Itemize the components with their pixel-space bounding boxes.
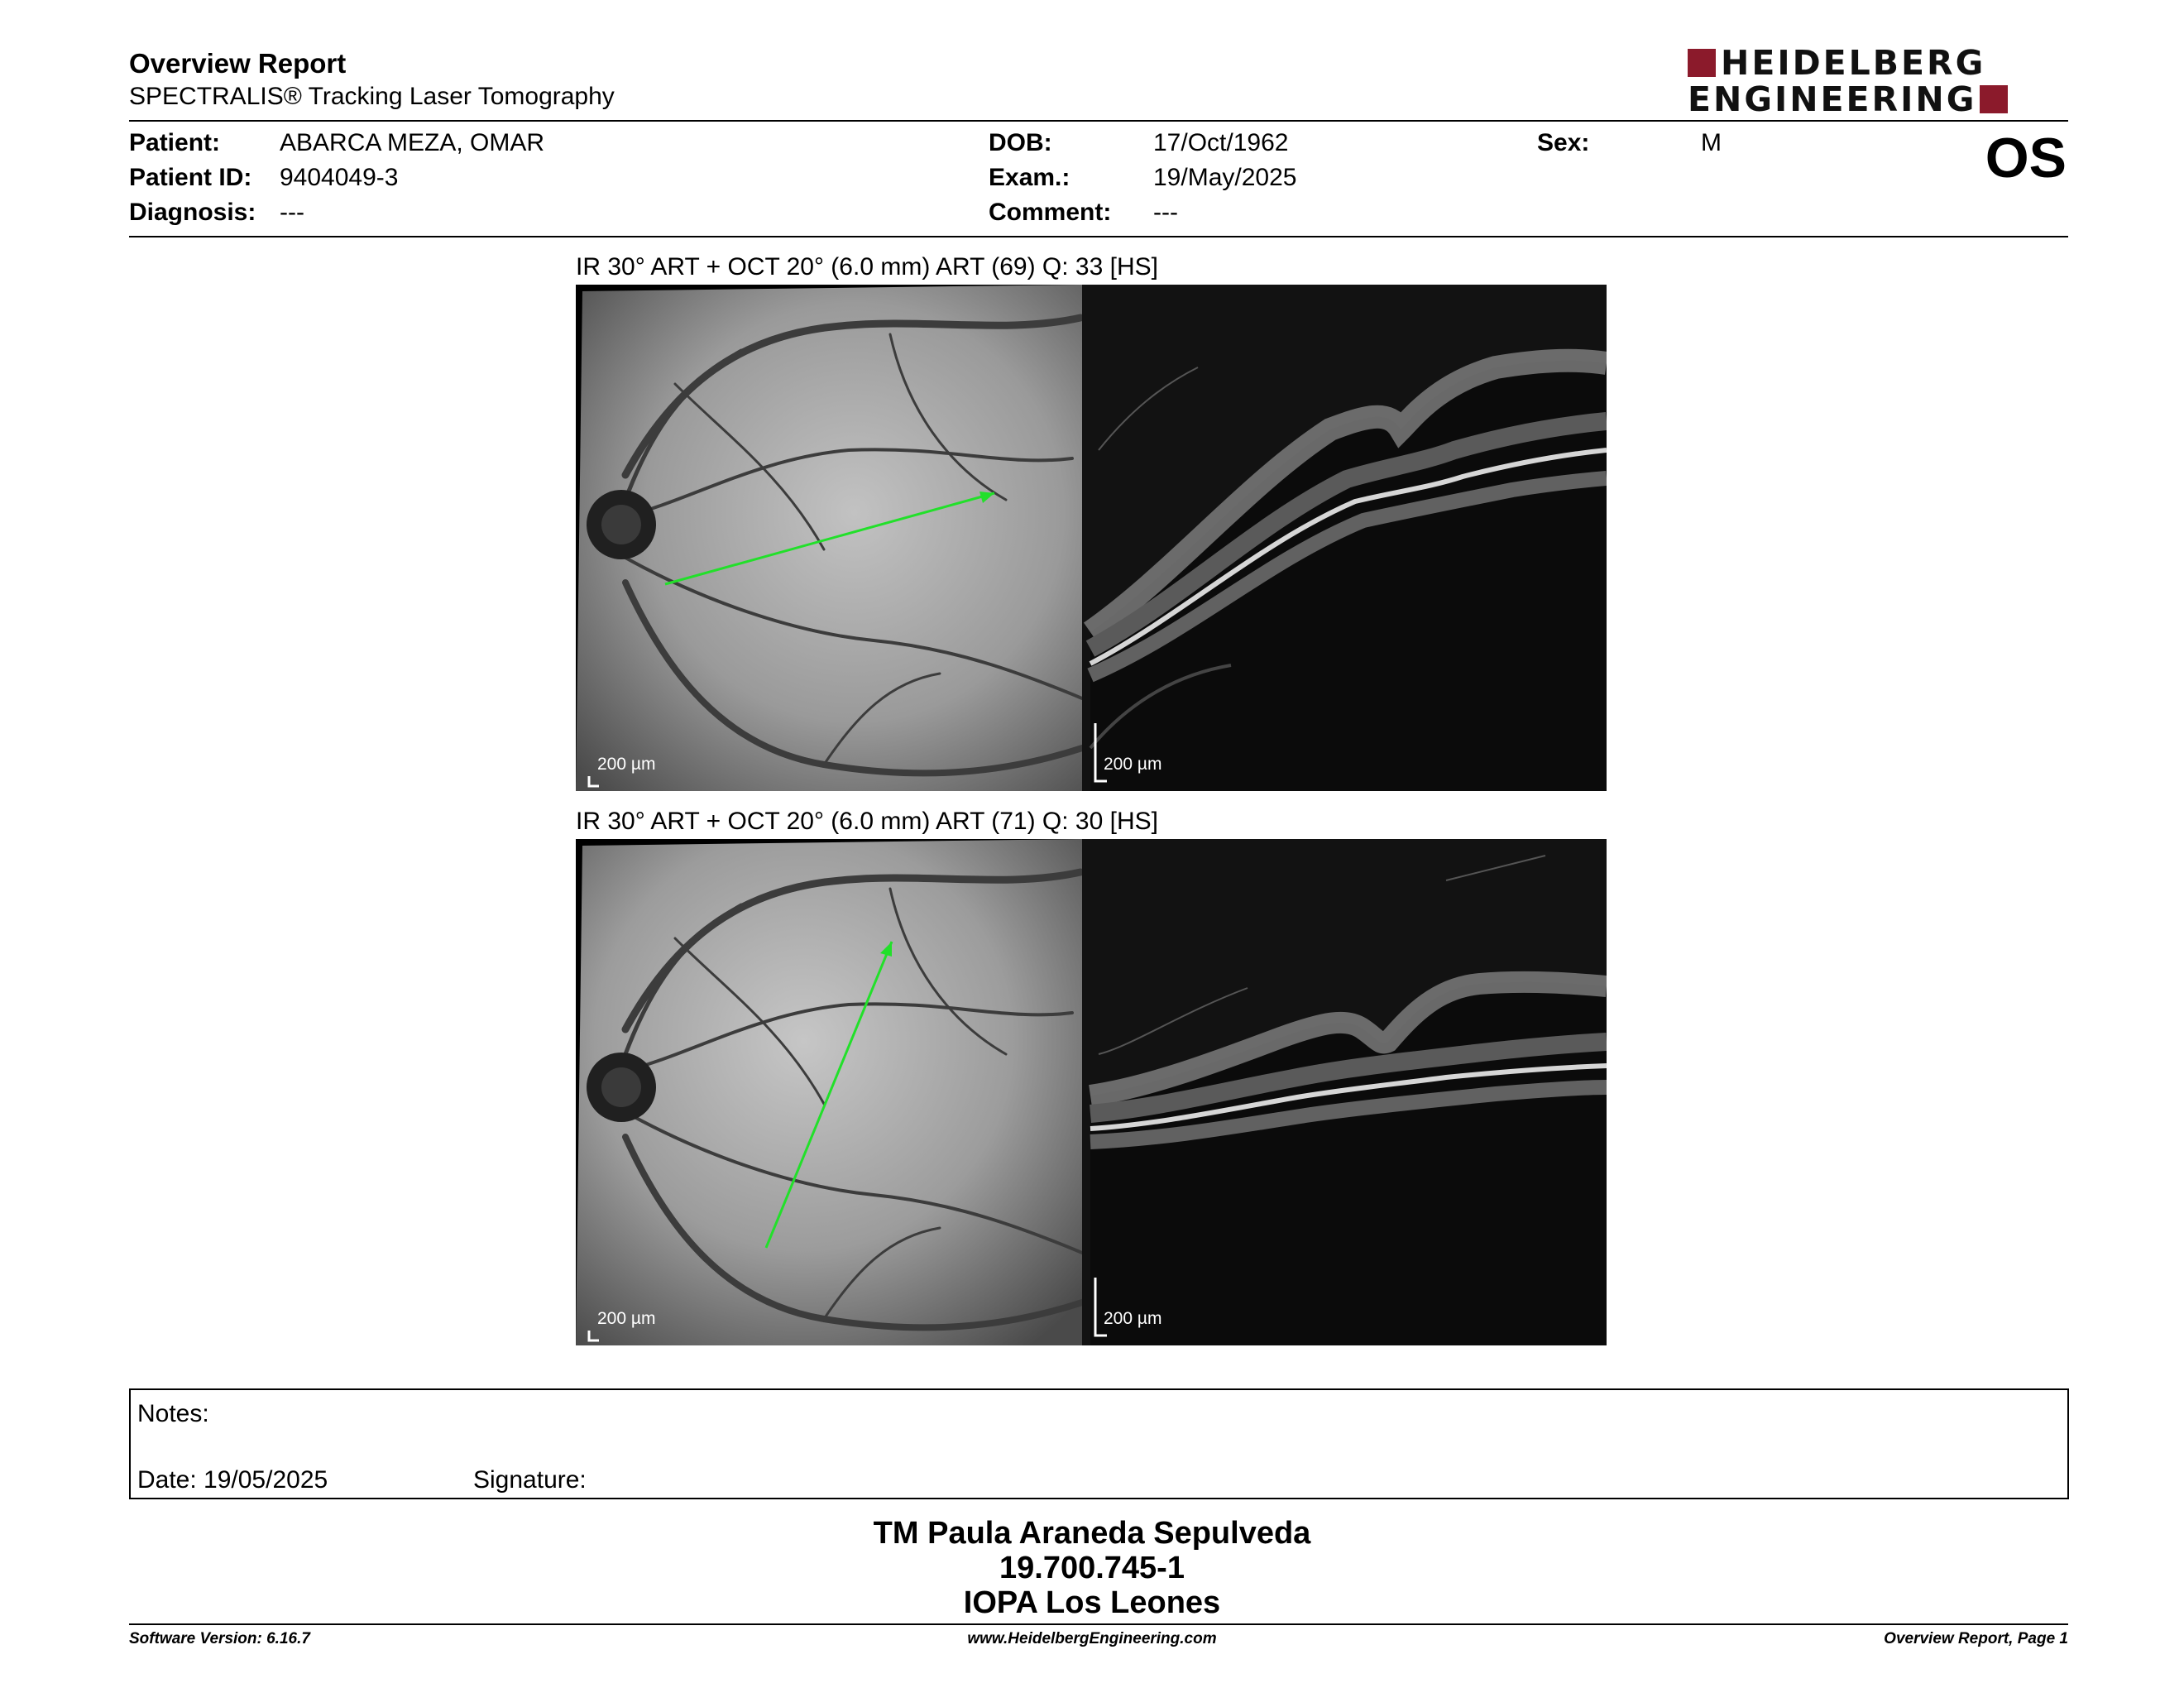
software-version: Software Version: 6.16.7	[129, 1630, 310, 1647]
notes-box	[129, 1388, 2069, 1499]
diagnosis-label: Diagnosis:	[129, 199, 256, 226]
eye-indicator: OS	[1985, 127, 2067, 189]
website-link: www.HeidelbergEngineering.com	[967, 1630, 1217, 1647]
logo-line-2: ENGINEERING	[1688, 79, 1977, 119]
oct-scale-label-1: 200 µm	[1104, 755, 1162, 774]
heidelberg-logo	[1688, 43, 2068, 119]
comment-value: ---	[1153, 199, 1178, 226]
fundus-scale-label-2: 200 µm	[597, 1309, 656, 1328]
dob-value: 17/Oct/1962	[1153, 129, 1289, 156]
scan-panel-2	[576, 839, 1607, 1345]
ir-fundus-image-2	[576, 839, 1082, 1345]
comment-label: Comment:	[989, 199, 1112, 226]
exam-label: Exam.:	[989, 164, 1070, 191]
exam-value: 19/May/2025	[1153, 164, 1297, 191]
report-title: Overview Report	[129, 48, 347, 79]
patient-label: Patient:	[129, 129, 221, 156]
patient-id-label: Patient ID:	[129, 164, 252, 191]
scan-title-2: IR 30° ART + OCT 20° (6.0 mm) ART (71) Q: 30 [HS]	[576, 808, 1158, 835]
footer-divider	[129, 1623, 2068, 1625]
fundus-scale-label-1: 200 µm	[597, 755, 656, 774]
dob-label: DOB:	[989, 129, 1052, 156]
signatory-name: TM Paula Araneda Sepulveda	[873, 1516, 1311, 1551]
patient-id: 9404049-3	[280, 164, 399, 191]
sex-label: Sex:	[1537, 129, 1590, 156]
patient-divider	[129, 236, 2068, 237]
ir-fundus-image-1	[576, 285, 1082, 791]
signatory-rut: 19.700.745-1	[999, 1551, 1185, 1585]
scan-panel-1	[576, 285, 1607, 791]
signature-label: Signature:	[473, 1466, 587, 1494]
patient-name: ABARCA MEZA, OMAR	[280, 129, 545, 156]
sex-value: M	[1701, 129, 1722, 156]
oct-bscan-image-2	[1082, 839, 1607, 1345]
diagnosis-value: ---	[280, 199, 304, 226]
report-subtitle: SPECTRALIS® Tracking Laser Tomography	[129, 83, 615, 110]
notes-date: Date: 19/05/2025	[137, 1466, 328, 1494]
oct-scale-label-2: 200 µm	[1104, 1309, 1162, 1328]
logo-square-icon	[1688, 49, 1716, 77]
signatory-institution: IOPA Los Leones	[963, 1585, 1221, 1620]
scan-title-1: IR 30° ART + OCT 20° (6.0 mm) ART (69) Q: 33 [HS]	[576, 253, 1158, 281]
header-divider	[129, 120, 2068, 122]
logo-square-icon	[1980, 85, 2008, 113]
oct-bscan-image-1	[1082, 285, 1607, 791]
notes-label: Notes:	[137, 1400, 209, 1427]
page-indicator: Overview Report, Page 1	[1884, 1630, 2068, 1647]
logo-line-1: HEIDELBERG	[1721, 43, 1986, 83]
